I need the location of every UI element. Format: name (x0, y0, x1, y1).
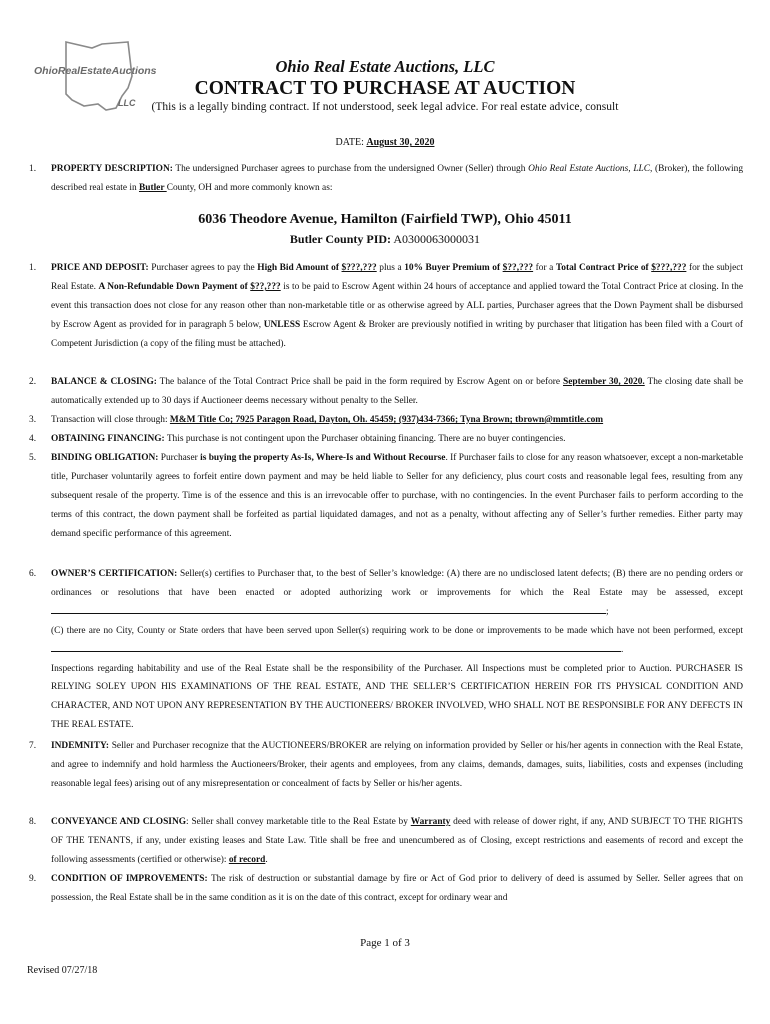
section-number: 3. (29, 415, 37, 425)
section-financing: OBTAINING FINANCING: This purchase is not contingent upon the Purchaser obtaining financing. There are no buyer contingencies. (51, 434, 566, 444)
page-number: Page 1 of 3 (360, 937, 410, 949)
blank-line (51, 643, 621, 652)
contract-date (0, 137, 770, 148)
section-number: 7. (29, 741, 37, 751)
document-subtitle: (This is a legally binding contract. If not understood, seek legal advice. For real estate advice, consult (151, 101, 619, 113)
revision-date: Revised 07/27/18 (27, 965, 98, 976)
section-condition-improvements: CONDITION OF IMPROVEMENTS: The risk of destruction or substantial damage by fire or Act of God prior to delivery of deed is assumed by Seller. Seller agrees that on possession, the Real Estate shall be in the same condition as it is on the date of this contract, except for ordinary wear and (51, 874, 744, 903)
section-number: 5. (29, 453, 37, 463)
section-number: 1. (29, 263, 37, 273)
section-conveyance-closing: CONVEYANCE AND CLOSING: Seller shall convey marketable title to the Real Estate by Warranty deed with release of dower right, if any, AND SUBJECT TO THE RIGHTS OF THE TENANTS, if any, under existing leases and State Law. Title shall be free and unencumbered as of Closing, except restrictions and easements of record and except the following assessments (certified or otherwise): of record. (51, 817, 743, 865)
svg-text:LLC: LLC (118, 98, 136, 108)
section-number: 8. (29, 817, 37, 827)
section-number: 9. (29, 874, 37, 884)
section-transaction: Transaction will close through: M&M Title Co; 7925 Paragon Road, Dayton, Oh. 45459; (937)434-7366; Tyna Brown; tbrown@mmtitle.com (51, 415, 604, 425)
section-binding-obligation: BINDING OBLIGATION: Purchaser is buying the property As-Is, Where-Is and Without Recourse. If Purchaser fails to close for any reason whatsoever, except a non-marketable title, Purchaser voluntarily agrees to forfeit entire down payment and may be held liable to Seller for any deficiency, plus court costs and reasonable legal fees, resulting from any subsequent resale of the property. Time is of the essence and this is an irrevocable offer to purchase, with no contingencies. In the event Purchaser fails to perform according to the terms of this contract, the down payment shall be forfeited as partial liquidated damages, and not as a penalty, without affecting any of Seller’s further remedies. Either party may demand specific performance of this agreement. (51, 453, 743, 539)
section-number: 2. (29, 377, 37, 387)
section-owners-certification: OWNER’S CERTIFICATION: Seller(s) certifies to Purchaser that, to the best of Seller’s knowledge: (A) there are no undisclosed latent defects; (B) there are no pending orders or ordinances or resolutions that have been enacted or adopted authorizing work or improvements for which the Real Estate may be assessed, except ; (C) there are no City, County or State orders that have been served upon Seller(s) requiring work to be done or improvements to be made which have not been performed, except . Inspections regarding habitability and use of the Real Estate shall be the responsibility of the Purchaser. All Inspections must be completed prior to Auction. PURCHASER IS RELYING SOLEY UPON HIS EXAMINATIONS OF THE REAL ESTATE, AND THE SELLER’S CERTIFICATION HEREIN FOR ITS PHYSICAL CONDITION AND CHARACTER, AND NOT UPON ANY REPRESENTATION BY THE AUCTIONEERS/ BROKER INVOLVED, WHO SHALL NOT BE RESPONSIBLE FOR ANY DEFECTS IN THE REAL ESTATE. (51, 569, 743, 731)
section-number: 6. (29, 569, 37, 579)
section-number: 4. (29, 434, 37, 444)
blank-line (51, 605, 606, 614)
section-property-description: PROPERTY DESCRIPTION: The undersigned Purchaser agrees to purchase from the undersigned Owner (Seller) through Ohio Real Estate Auctions, LLC, (Broker), the following described real estate in Butler County, OH and more commonly known as: (51, 164, 744, 193)
section-number: 1. (29, 164, 37, 174)
section-indemnity: INDEMNITY: Seller and Purchaser recognize that the AUCTIONEERS/BROKER are relying on information provided by Seller or his/her agents in connection with the Real Estate, and agree to indemnify and hold harmless the Auctioneers/Broker, their agents and employees, from any claims, demands, damages, suits, liabilities, costs and expenses (including reasonable legal fees) arising out of any misrepresentation or concealment of facts by Seller or his/her agents. (51, 741, 743, 789)
section-balance-closing: BALANCE & CLOSING: The balance of the Total Contract Price shall be paid in the form required by Escrow Agent on or before September 30, 2020. The closing date shall be automatically extended up to 30 days if Auctioneer deems necessary without penalty to the Seller. (51, 377, 744, 406)
document-title: CONTRACT TO PURCHASE AT AUCTION (194, 78, 576, 99)
property-pid: Butler County PID: A0300063000031 (289, 232, 481, 246)
svg-text:OhioRealEstateAuctions: OhioRealEstateAuctions (34, 65, 157, 77)
date-label: DATE: (335, 137, 364, 148)
date-value: August 30, 2020 (366, 137, 435, 148)
section-price-deposit: PRICE AND DEPOSIT: Purchaser agrees to pay the High Bid Amount of $???,??? plus a 10% Buyer Premium of $??,??? for a Total Contract Price of $???,??? for the subject Real Estate. A Non-Refundable Down Payment of $??,??? is to be paid to Escrow Agent within 24 hours of acceptance and applied toward the Total Contract Price at closing. In the event this transaction does not close for any reason other than non-marketable title or as otherwise agreed by ALL parties, Purchaser agrees that the Down Payment shall be disbursed by Escrow Agent as provided for in paragraph 5 below, UNLESS Escrow Agent & Broker are previously notified in writing by purchaser that litigation has been filed with a Court of Competent Jurisdiction (a copy of the filing must be attached). (51, 263, 744, 349)
property-address: 6036 Theodore Avenue, Hamilton (Fairfield TWP), Ohio 45011 (198, 212, 572, 227)
company-name: Ohio Real Estate Auctions, LLC (275, 57, 495, 76)
